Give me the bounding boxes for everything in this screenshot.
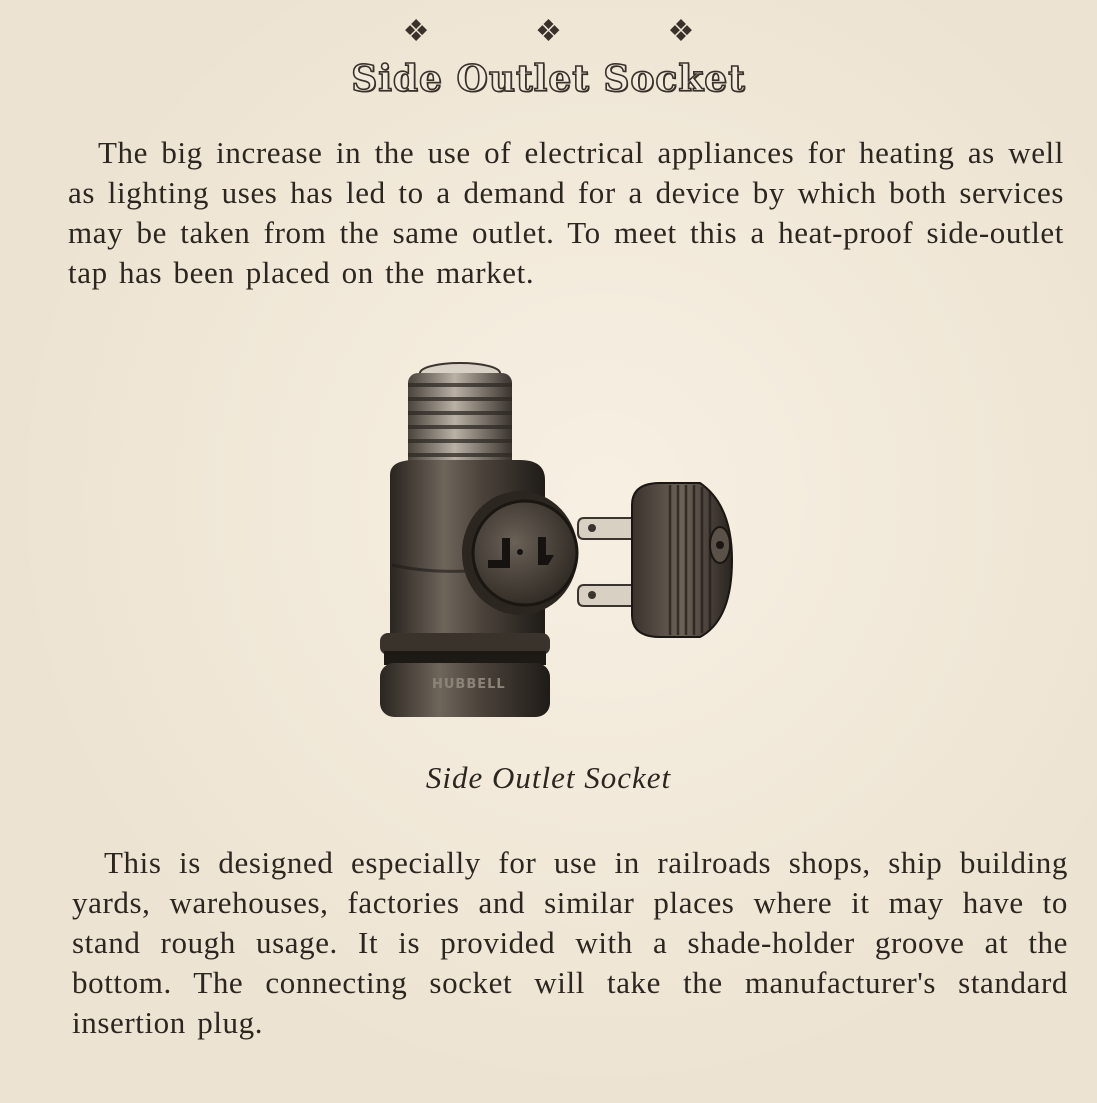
description-paragraph: This is designed especially for use in railroads shops, ship building yards, warehouses, factories and similar places where it may have to stand rough usage. It is provided with a shade-holder groove at the bottom. The connecting socket will take the manufacturer's standard insertion plug.: [72, 845, 1068, 1040]
plug-prongs: [578, 518, 638, 606]
brand-label: HUBBELL: [432, 677, 506, 692]
ornament-dingbats: ❖ ❖ ❖: [402, 14, 743, 49]
side-outlet-face: [462, 491, 578, 615]
socket-illustration-svg: [370, 355, 740, 735]
screw-thread: [408, 373, 512, 473]
intro-paragraph: The big increase in the use of electrical appliances for heating as well as lighting uses has led to a demand for a device by which both services may be taken from the same outlet. To meet this a heat-proof side-outlet tap has been placed on the market.: [68, 135, 1064, 290]
shade-holder-ring: [380, 633, 550, 717]
page-title: Side Outlet Socket: [351, 58, 746, 100]
socket-illustration: [370, 355, 740, 735]
figure-caption: Side Outlet Socket: [425, 760, 672, 795]
insertion-plug: [632, 483, 732, 637]
